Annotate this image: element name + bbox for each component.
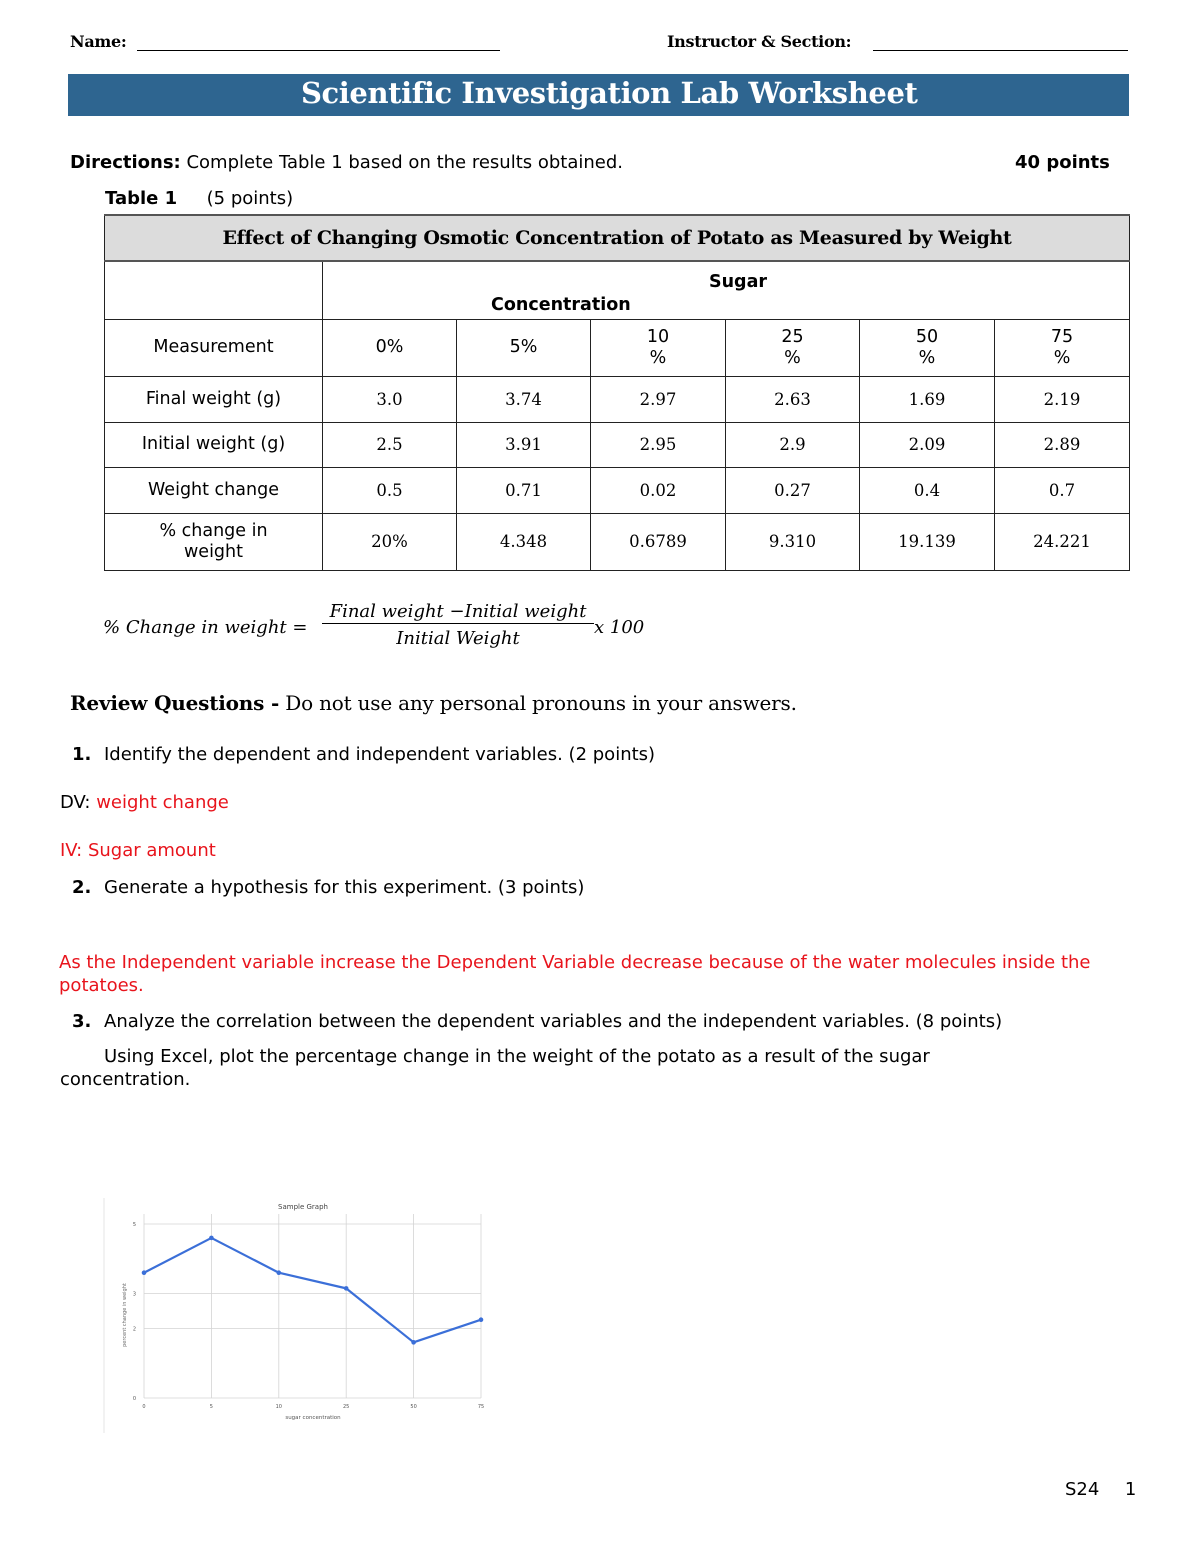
- question-number: 2.: [72, 877, 92, 898]
- table-row: [105, 513, 1130, 570]
- table-row: [105, 422, 1130, 467]
- formula-numerator: Final weight −Initial weight: [322, 601, 594, 624]
- col-header: 25 %: [726, 319, 860, 376]
- formula-multiplier: x 100: [594, 617, 645, 638]
- question-text: Identify the dependent and independent variables. (2 points): [104, 744, 656, 765]
- q3-detail: Using Excel, plot the percentage change in the weight of the potato as a result of the sugar concentration.: [60, 1046, 930, 1090]
- review-heading-text: Do not use any personal pronouns in your answers.: [285, 691, 797, 715]
- table-row: [105, 467, 1130, 513]
- review-heading: [70, 691, 797, 715]
- directions-text: Complete Table 1 based on the results obtained.: [186, 152, 624, 173]
- question-2: [72, 877, 585, 898]
- table-points: (5 points): [206, 188, 294, 209]
- row-label: Initial weight (g): [105, 422, 323, 467]
- question-number: 3.: [72, 1011, 92, 1032]
- group-header-line1: Sugar: [709, 272, 768, 292]
- table-cell: 2.9: [726, 422, 860, 467]
- table-cell: 0.6789: [591, 513, 726, 570]
- row-label: Final weight (g): [105, 376, 323, 422]
- dv-answer-line: [60, 792, 229, 813]
- table-cell: 0.4: [860, 467, 995, 513]
- data-point: [344, 1286, 349, 1291]
- question-1: [72, 744, 656, 765]
- iv-answer: IV: Sugar amount: [60, 840, 216, 861]
- col-header: 50 %: [860, 319, 995, 376]
- table-cell: 2.19: [995, 376, 1130, 422]
- directions-label: Directions:: [70, 152, 181, 173]
- table-label: Table 1: [105, 188, 178, 209]
- question-text: Generate a hypothesis for this experiment. (3 points): [104, 877, 585, 898]
- title-bar-notch: [68, 116, 300, 118]
- row-label: Weight change: [105, 467, 323, 513]
- table-cell: 2.09: [860, 422, 995, 467]
- table-cell: 0.27: [726, 467, 860, 513]
- table-cell: 2.5: [323, 422, 457, 467]
- table-cell: 20%: [323, 513, 457, 570]
- sample-graph: [103, 1190, 503, 1435]
- table-label-line: [105, 188, 293, 209]
- formula-lhs: % Change in weight =: [103, 617, 308, 638]
- table-cell: 0.5: [323, 467, 457, 513]
- dv-answer: weight change: [96, 792, 229, 813]
- col-header: 5%: [457, 319, 591, 376]
- instructor-label: Instructor & Section:: [667, 32, 852, 51]
- formula-denominator: Initial Weight: [396, 628, 520, 649]
- total-points: 40 points: [1015, 152, 1110, 173]
- y-tick-label: 5: [132, 1222, 136, 1228]
- col-header: 10 %: [591, 319, 726, 376]
- table-cell: 1.69: [860, 376, 995, 422]
- table-cell: 2.63: [726, 376, 860, 422]
- y-tick-label: 0: [132, 1396, 136, 1402]
- table-cell: 24.221: [995, 513, 1130, 570]
- table-cell: 0.7: [995, 467, 1130, 513]
- table-cell: 2.95: [591, 422, 726, 467]
- sugar-concentration-header: [323, 261, 1130, 319]
- table-cell: 3.91: [457, 422, 591, 467]
- series-line: [144, 1238, 481, 1342]
- y-tick-label: 2: [132, 1326, 136, 1333]
- data-point: [411, 1340, 416, 1345]
- dv-label: DV:: [60, 792, 91, 813]
- data-point: [142, 1270, 147, 1275]
- directions: [70, 152, 623, 173]
- y-axis-label: percent change in weight: [122, 1283, 128, 1347]
- table-cell: 0.02: [591, 467, 726, 513]
- table-cell: 19.139: [860, 513, 995, 570]
- page-title: Scientific Investigation Lab Worksheet: [301, 76, 918, 110]
- table-header-row: [105, 319, 1130, 376]
- question-text: Analyze the correlation between the dependent variables and the independent variables. (8 points): [104, 1011, 1003, 1032]
- x-tick-label: 75: [477, 1404, 485, 1410]
- table-corner-cell: [105, 261, 323, 319]
- table-cell: 2.89: [995, 422, 1130, 467]
- col-header: 75 %: [995, 319, 1130, 376]
- name-field-line[interactable]: [137, 50, 500, 51]
- page-number: 1: [1124, 1479, 1137, 1500]
- table-cell: 3.74: [457, 376, 591, 422]
- question-3: [72, 1011, 1003, 1032]
- table-cell: 0.71: [457, 467, 591, 513]
- x-tick-label: 10: [275, 1404, 282, 1410]
- table-caption: Effect of Changing Osmotic Concentration of Potato as Measured by Weight: [105, 215, 1130, 261]
- row-label: % change in weight: [105, 513, 323, 570]
- group-header-line2: Concentration: [491, 295, 631, 315]
- x-axis-label: sugar concentration: [285, 1415, 341, 1421]
- x-tick-label: 5: [209, 1404, 213, 1410]
- results-table: [104, 214, 1130, 571]
- table-row: [105, 376, 1130, 422]
- q2-answer: As the Independent variable increase the Dependent Variable decrease because of the water molecules inside the potatoes.: [59, 952, 1091, 996]
- measurement-header: Measurement: [105, 319, 323, 376]
- table-cell: 3.0: [323, 376, 457, 422]
- x-tick-label: 0: [142, 1404, 146, 1410]
- col-header: 0%: [323, 319, 457, 376]
- title-bar: [68, 74, 1129, 116]
- name-label: Name:: [70, 32, 127, 51]
- footer-code: S24: [1065, 1479, 1100, 1500]
- question-number: 1.: [72, 744, 92, 765]
- data-point: [479, 1317, 484, 1322]
- table-cell: 4.348: [457, 513, 591, 570]
- data-point: [277, 1270, 282, 1275]
- instructor-field-line[interactable]: [873, 50, 1128, 51]
- table-cell: 9.310: [726, 513, 860, 570]
- table-cell: 2.97: [591, 376, 726, 422]
- x-tick-label: 50: [410, 1404, 417, 1410]
- y-tick-label: 3: [132, 1291, 136, 1298]
- x-tick-label: 25: [343, 1404, 350, 1410]
- data-point: [209, 1236, 214, 1241]
- footer: [1065, 1479, 1136, 1500]
- chart-title: Sample Graph: [278, 1203, 328, 1211]
- review-heading-bold: Review Questions -: [70, 691, 280, 715]
